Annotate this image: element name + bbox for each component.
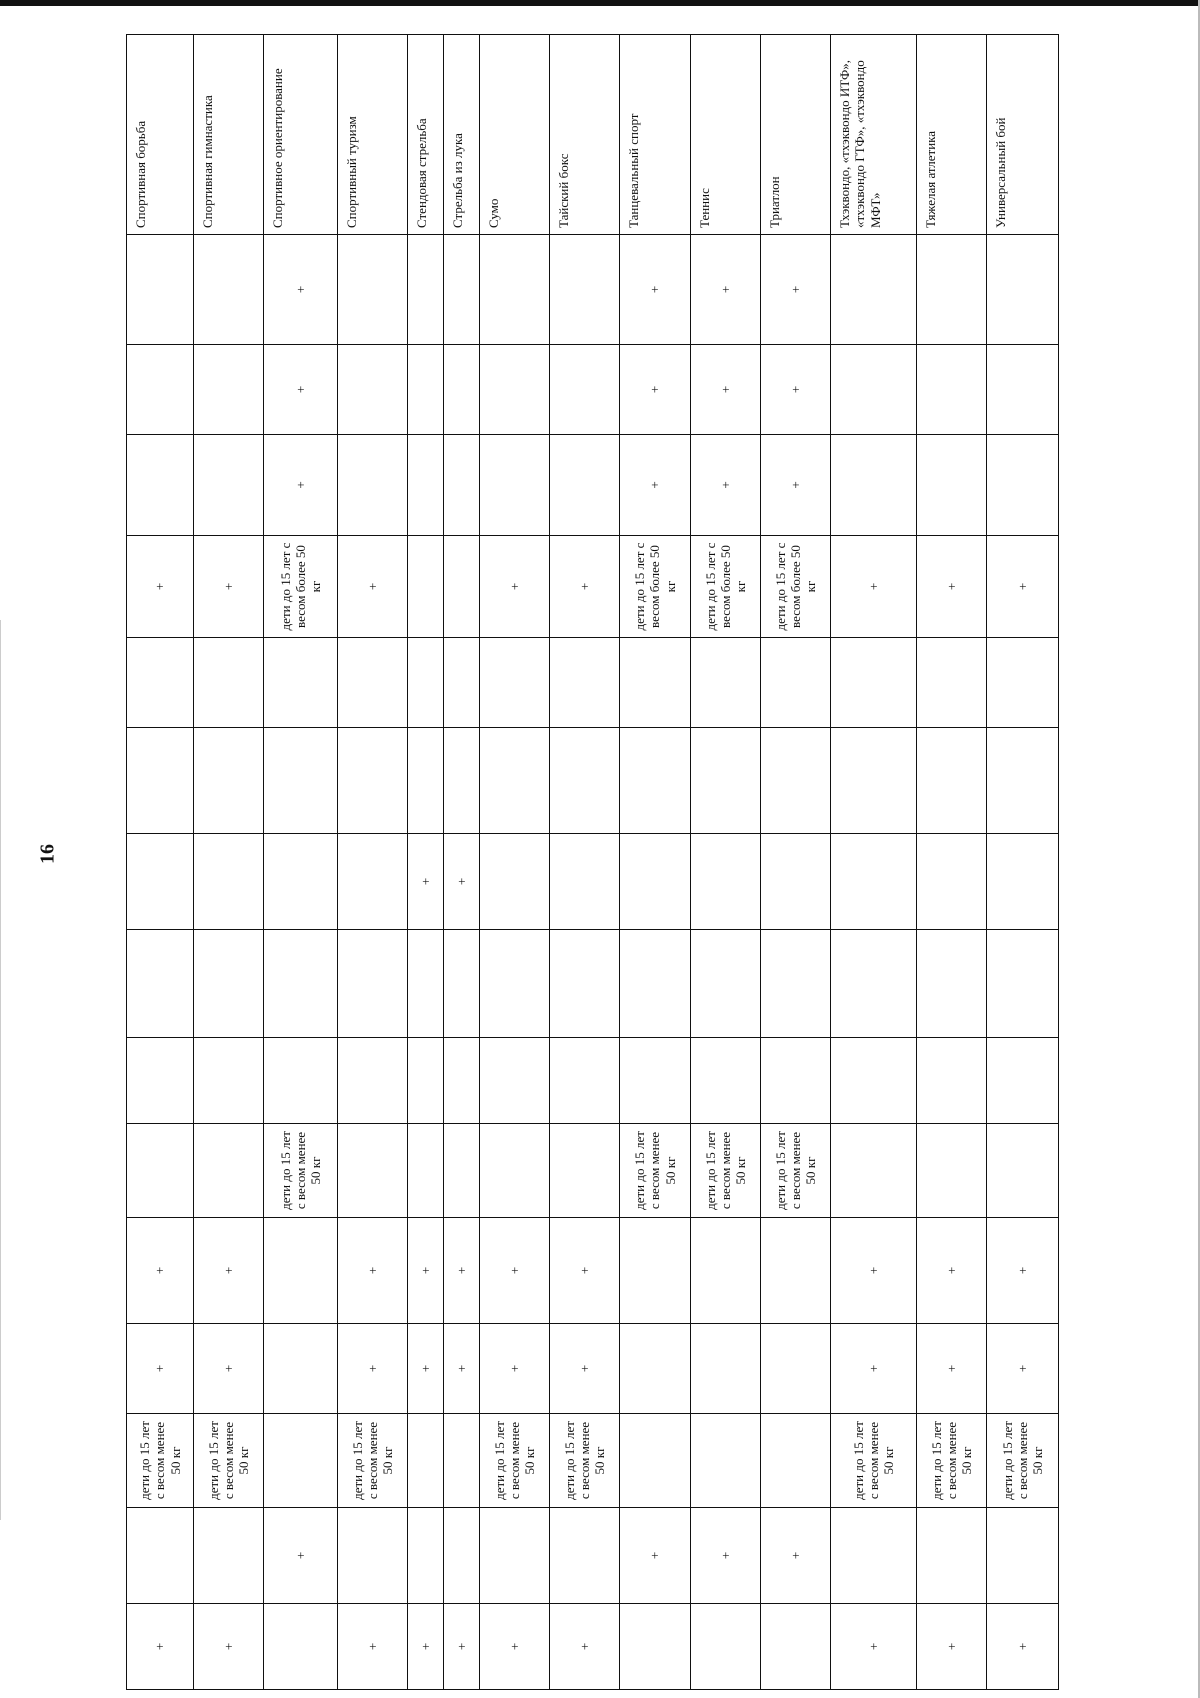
table-cell: +: [691, 235, 761, 345]
sport-name-cell: Спортивная гимнастика: [194, 35, 264, 235]
table-cell: дети до 15 лет с весом менее 50 кг: [691, 1124, 761, 1218]
table-cell: [691, 728, 761, 834]
table-cell: [408, 1508, 444, 1604]
table-cell: [338, 834, 408, 930]
table-cell: +: [444, 1218, 480, 1324]
table-cell: +: [831, 1218, 917, 1324]
table-cell: [917, 1038, 987, 1124]
table-cell: [831, 834, 917, 930]
table-cell: [127, 834, 194, 930]
table-cell: [264, 834, 338, 930]
table-row: [831, 35, 917, 1690]
table-cell: [917, 1508, 987, 1604]
table-cell: [264, 1604, 338, 1690]
table-cell: [408, 1038, 444, 1124]
table-cell: [620, 728, 691, 834]
table-cell: [264, 1038, 338, 1124]
table-row: [917, 35, 987, 1690]
table-row: [620, 35, 691, 1690]
table-cell: [761, 1324, 831, 1414]
table-cell: дети до 15 лет с весом менее 50 кг: [480, 1414, 550, 1508]
table-cell: дети до 15 лет с весом менее 50 кг: [761, 1124, 831, 1218]
table-cell: +: [620, 1508, 691, 1604]
rotated-table-wrapper: [126, 34, 1059, 1690]
table-cell: [550, 435, 620, 536]
table-cell: [127, 1508, 194, 1604]
table-cell: +: [480, 1604, 550, 1690]
table-cell: [338, 1038, 408, 1124]
table-cell: [194, 728, 264, 834]
table-cell: [917, 345, 987, 435]
table-cell: дети до 15 лет с весом менее 50 кг: [550, 1414, 620, 1508]
table-cell: +: [620, 435, 691, 536]
sport-name-cell: Сумо: [480, 35, 550, 235]
table-cell: [831, 345, 917, 435]
table-row: [691, 35, 761, 1690]
table-cell: [480, 1508, 550, 1604]
table-cell: +: [127, 536, 194, 638]
table-cell: [917, 930, 987, 1038]
table-cell: +: [408, 834, 444, 930]
table-cell: [444, 435, 480, 536]
table-cell: [194, 345, 264, 435]
table-cell: [480, 930, 550, 1038]
table-cell: [480, 1124, 550, 1218]
table-cell: [127, 1038, 194, 1124]
table-cell: [444, 1414, 480, 1508]
table-cell: [550, 930, 620, 1038]
table-cell: [761, 1218, 831, 1324]
table-cell: [620, 930, 691, 1038]
table-cell: [831, 1508, 917, 1604]
sport-name-cell: Стендовая стрельба: [408, 35, 444, 235]
table-cell: [444, 536, 480, 638]
table-cell: [127, 235, 194, 345]
table-cell: +: [194, 1218, 264, 1324]
table-row: [761, 35, 831, 1690]
table-cell: [338, 728, 408, 834]
table-cell: [550, 345, 620, 435]
table-cell: [480, 728, 550, 834]
table-cell: [264, 1218, 338, 1324]
table-row: [408, 35, 444, 1690]
table-cell: [691, 1604, 761, 1690]
table-cell: [987, 345, 1059, 435]
table-cell: +: [691, 435, 761, 536]
sport-name-cell: Спортивная борьба: [127, 35, 194, 235]
table-cell: +: [264, 435, 338, 536]
table-cell: +: [831, 1604, 917, 1690]
page-number: 16: [36, 844, 59, 864]
table-cell: [550, 1508, 620, 1604]
table-cell: +: [987, 536, 1059, 638]
table-cell: [550, 728, 620, 834]
table-cell: дети до 15 лет с весом менее 50 кг: [264, 1124, 338, 1218]
table-cell: [987, 834, 1059, 930]
table-cell: +: [444, 1324, 480, 1414]
table-cell: +: [264, 345, 338, 435]
table-row: [194, 35, 264, 1690]
table-cell: [408, 1414, 444, 1508]
table-cell: +: [127, 1324, 194, 1414]
table-cell: [691, 834, 761, 930]
table-cell: [194, 435, 264, 536]
table-row: [480, 35, 550, 1690]
table-cell: +: [408, 1604, 444, 1690]
table-cell: [691, 1218, 761, 1324]
table-cell: дети до 15 лет с весом менее 50 кг: [620, 1124, 691, 1218]
table-cell: +: [831, 536, 917, 638]
table-cell: [761, 930, 831, 1038]
table-cell: +: [480, 536, 550, 638]
table-cell: [408, 930, 444, 1038]
table-cell: +: [408, 1218, 444, 1324]
table-cell: [550, 235, 620, 345]
sport-name-cell: Тяжелая атлетика: [917, 35, 987, 235]
sport-name-cell: Тайский бокс: [550, 35, 620, 235]
table-cell: дети до 15 лет с весом менее 50 кг: [917, 1414, 987, 1508]
table-cell: [338, 1508, 408, 1604]
table-cell: +: [264, 1508, 338, 1604]
table-cell: [408, 435, 444, 536]
table-cell: [550, 834, 620, 930]
table-cell: [831, 728, 917, 834]
table-row: [338, 35, 408, 1690]
table-cell: дети до 15 лет с весом менее 50 кг: [338, 1414, 408, 1508]
table-cell: дети до 15 лет с весом менее 50 кг: [194, 1414, 264, 1508]
sport-name-cell: Универсальный бой: [987, 35, 1059, 235]
table-cell: [987, 728, 1059, 834]
table-cell: +: [444, 834, 480, 930]
table-cell: [408, 536, 444, 638]
table-cell: [444, 930, 480, 1038]
table-row: [444, 35, 480, 1690]
table-cell: [264, 1324, 338, 1414]
table-cell: [338, 435, 408, 536]
table-cell: [194, 638, 264, 728]
table-cell: [987, 435, 1059, 536]
table-cell: +: [550, 1604, 620, 1690]
table-cell: [444, 638, 480, 728]
sport-name-cell: Тхэквондо, «тхэквондо ИТФ», «тхэквондо ГТФ», «тхэквондо МФТ»: [831, 35, 917, 235]
table-cell: [761, 728, 831, 834]
table-cell: [338, 1124, 408, 1218]
table-cell: [480, 638, 550, 728]
table-cell: дети до 15 лет с весом менее 50 кг: [987, 1414, 1059, 1508]
table-cell: [194, 1508, 264, 1604]
table-cell: [408, 345, 444, 435]
table-cell: +: [338, 1324, 408, 1414]
table-cell: +: [408, 1324, 444, 1414]
table-cell: дети до 15 лет с весом более 50 кг: [761, 536, 831, 638]
table-cell: [550, 638, 620, 728]
table-cell: [831, 638, 917, 728]
table-cell: [761, 1038, 831, 1124]
table-cell: [917, 435, 987, 536]
table-cell: [480, 345, 550, 435]
table-cell: [444, 345, 480, 435]
table-body: [127, 35, 1059, 1690]
table-cell: [691, 930, 761, 1038]
table-cell: [338, 930, 408, 1038]
table-cell: дети до 15 лет с весом более 50 кг: [264, 536, 338, 638]
table-cell: [550, 1124, 620, 1218]
table-cell: +: [831, 1324, 917, 1414]
table-cell: [444, 728, 480, 834]
table-cell: [987, 1508, 1059, 1604]
table-cell: [444, 1124, 480, 1218]
table-cell: [917, 638, 987, 728]
table-cell: +: [761, 435, 831, 536]
table-cell: [264, 638, 338, 728]
table-cell: [761, 638, 831, 728]
table-row: [127, 35, 194, 1690]
table-cell: [987, 1124, 1059, 1218]
sport-name-cell: Теннис: [691, 35, 761, 235]
table-cell: [917, 728, 987, 834]
table-cell: [831, 235, 917, 345]
table-cell: +: [550, 536, 620, 638]
table-cell: [480, 235, 550, 345]
table-cell: [831, 1038, 917, 1124]
table-cell: [264, 930, 338, 1038]
table-cell: [620, 1218, 691, 1324]
table-cell: [264, 728, 338, 834]
table-cell: +: [550, 1324, 620, 1414]
sport-name-cell: Стрельба из лука: [444, 35, 480, 235]
table-cell: +: [761, 1508, 831, 1604]
table-cell: дети до 15 лет с весом более 50 кг: [620, 536, 691, 638]
table-cell: [761, 1414, 831, 1508]
table-cell: [691, 1038, 761, 1124]
table-cell: +: [987, 1324, 1059, 1414]
table-cell: [444, 1038, 480, 1124]
table-cell: [691, 638, 761, 728]
table-cell: [127, 435, 194, 536]
table-cell: [444, 235, 480, 345]
table-cell: +: [917, 1218, 987, 1324]
table-cell: [480, 435, 550, 536]
table-cell: [917, 235, 987, 345]
table-cell: [987, 638, 1059, 728]
table-cell: +: [194, 536, 264, 638]
table-cell: [127, 1124, 194, 1218]
table-cell: +: [444, 1604, 480, 1690]
table-cell: [987, 1038, 1059, 1124]
table-cell: [127, 638, 194, 728]
table-cell: [408, 728, 444, 834]
table-cell: +: [691, 1508, 761, 1604]
table-cell: +: [338, 1604, 408, 1690]
table-cell: +: [761, 235, 831, 345]
table-cell: [338, 345, 408, 435]
table-cell: [987, 235, 1059, 345]
table-cell: [691, 1324, 761, 1414]
table-cell: [338, 638, 408, 728]
table-cell: +: [917, 1604, 987, 1690]
table-cell: +: [761, 345, 831, 435]
table-cell: +: [620, 235, 691, 345]
table-cell: +: [917, 536, 987, 638]
table-cell: дети до 15 лет с весом более 50 кг: [691, 536, 761, 638]
table-cell: [761, 1604, 831, 1690]
table-cell: +: [550, 1218, 620, 1324]
table-cell: +: [987, 1218, 1059, 1324]
table-cell: [620, 638, 691, 728]
table-cell: [480, 1038, 550, 1124]
table-cell: [831, 435, 917, 536]
table-cell: [408, 235, 444, 345]
table-cell: +: [338, 536, 408, 638]
table-cell: [127, 345, 194, 435]
table-cell: [620, 1324, 691, 1414]
table-cell: [408, 1124, 444, 1218]
table-cell: [831, 930, 917, 1038]
table-cell: [127, 930, 194, 1038]
table-cell: [194, 834, 264, 930]
table-cell: [620, 834, 691, 930]
table-row: [987, 35, 1059, 1690]
sport-name-cell: Спортивное ориентирование: [264, 35, 338, 235]
table-row: [264, 35, 338, 1690]
table-cell: +: [917, 1324, 987, 1414]
table-cell: +: [987, 1604, 1059, 1690]
table-cell: [480, 834, 550, 930]
table-cell: [408, 638, 444, 728]
table-cell: [620, 1414, 691, 1508]
table-cell: [194, 1038, 264, 1124]
table-cell: дети до 15 лет с весом менее 50 кг: [831, 1414, 917, 1508]
table-cell: [264, 1414, 338, 1508]
table-cell: [691, 1414, 761, 1508]
table-cell: +: [480, 1324, 550, 1414]
table-cell: [338, 235, 408, 345]
scan-border-top: [0, 0, 1200, 6]
table-cell: +: [480, 1218, 550, 1324]
table-cell: [917, 1124, 987, 1218]
table-cell: [550, 1038, 620, 1124]
table-cell: +: [264, 235, 338, 345]
table-cell: [127, 728, 194, 834]
table-cell: +: [194, 1324, 264, 1414]
table-cell: +: [620, 345, 691, 435]
table-cell: +: [691, 345, 761, 435]
table-cell: [444, 1508, 480, 1604]
sports-table: [126, 34, 1059, 1690]
sport-name-cell: Триатлон: [761, 35, 831, 235]
scan-border-left: [0, 620, 1, 1520]
table-cell: [917, 834, 987, 930]
table-cell: +: [194, 1604, 264, 1690]
table-cell: [620, 1038, 691, 1124]
table-row: [550, 35, 620, 1690]
sport-name-cell: Танцевальный спорт: [620, 35, 691, 235]
table-cell: +: [338, 1218, 408, 1324]
table-cell: [194, 1124, 264, 1218]
table-cell: [194, 930, 264, 1038]
table-cell: дети до 15 лет с весом менее 50 кг: [127, 1414, 194, 1508]
table-cell: [761, 834, 831, 930]
table-cell: +: [127, 1604, 194, 1690]
table-cell: [194, 235, 264, 345]
table-cell: +: [127, 1218, 194, 1324]
table-cell: [987, 930, 1059, 1038]
table-cell: [620, 1604, 691, 1690]
sport-name-cell: Спортивный туризм: [338, 35, 408, 235]
table-cell: [831, 1124, 917, 1218]
